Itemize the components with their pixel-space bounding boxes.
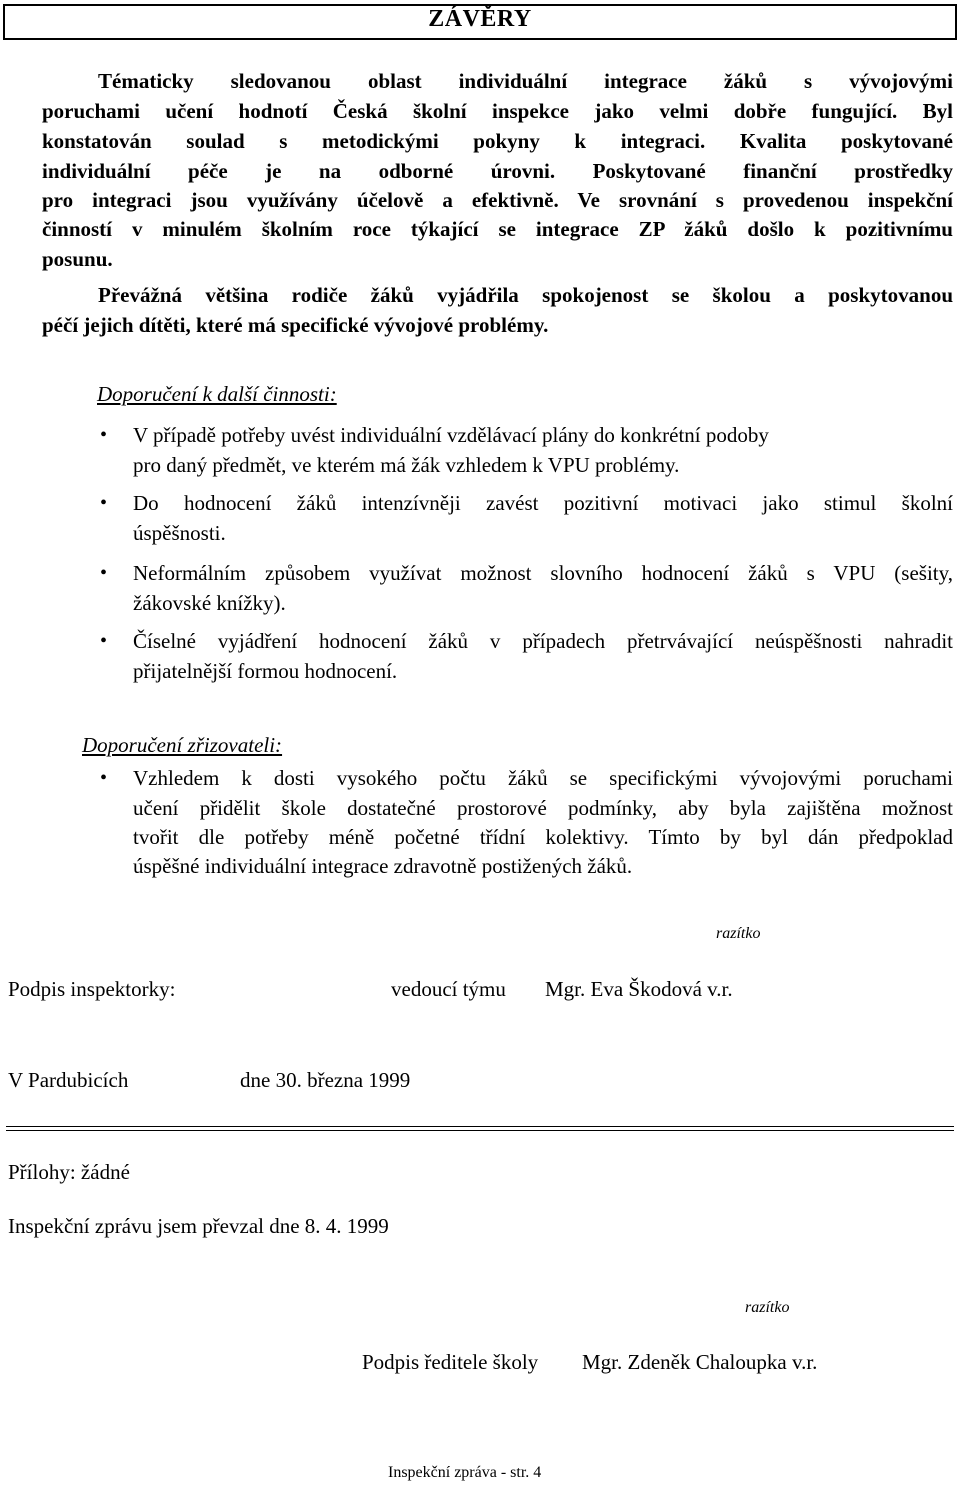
bullet-icon: • bbox=[100, 562, 108, 584]
founder-heading: Doporučení zřizovateli: bbox=[82, 733, 283, 757]
inspector-role: vedoucí týmu bbox=[391, 977, 506, 1001]
director-signature-label: Podpis ředitele školy bbox=[362, 1350, 539, 1374]
page-footer: Inspekční zpráva - str. 4 bbox=[388, 1464, 542, 1481]
recommendation-line: úspěšnosti. bbox=[133, 521, 226, 545]
recommendation-line: pro daný předmět, ve kterém má žák vzhledem k VPU problémy. bbox=[133, 453, 680, 477]
conclusion-line: konstatován soulad s metodickými pokyny k integraci. Kvalita poskytované bbox=[42, 129, 953, 153]
conclusion-line: posunu. bbox=[42, 247, 113, 271]
bullet-icon: • bbox=[100, 424, 108, 446]
divider bbox=[6, 1130, 954, 1131]
page-title: ZÁVĚRY bbox=[428, 6, 532, 32]
bullet-icon: • bbox=[100, 767, 108, 789]
stamp-label: razítko bbox=[745, 1299, 790, 1316]
bullet-icon: • bbox=[100, 630, 108, 652]
conclusion-line: činností v minulém školním roce týkající se integrace ZP žáků došlo k pozitivnímu bbox=[42, 217, 953, 241]
conclusion-line: individuální péče je na odborné úrovni. Poskytované finanční prostředky bbox=[42, 159, 953, 183]
bullet-icon: • bbox=[100, 492, 108, 514]
inspector-name: Mgr. Eva Škodová v.r. bbox=[545, 977, 733, 1001]
inspector-signature-label: Podpis inspektorky: bbox=[8, 977, 176, 1001]
recommendation-line: přijatelnější formou hodnocení. bbox=[133, 659, 398, 683]
director-name: Mgr. Zdeněk Chaloupka v.r. bbox=[582, 1350, 818, 1374]
recommendations-heading: Doporučení k další činnosti: bbox=[97, 382, 337, 406]
recommendation-line: Neformálním způsobem využívat možnost slovního hodnocení žáků s VPU (sešity, bbox=[133, 561, 953, 585]
recommendation-line: V případě potřeby uvést individuální vzdělávací plány do konkrétní podoby bbox=[133, 423, 769, 447]
place: V Pardubicích bbox=[8, 1068, 129, 1092]
date: dne 30. března 1999 bbox=[240, 1068, 411, 1092]
recommendation-line: žákovské knížky). bbox=[133, 591, 286, 615]
attachments: Přílohy: žádné bbox=[8, 1160, 130, 1184]
divider bbox=[6, 1126, 954, 1127]
conclusion-line: Tématicky sledovanou oblast individuální integrace žáků s vývojovými bbox=[98, 69, 953, 93]
founder-line: Vzhledem k dosti vysokého počtu žáků se specifickými vývojovými poruchami bbox=[133, 766, 953, 790]
report-received: Inspekční zprávu jsem převzal dne 8. 4. 1999 bbox=[8, 1214, 389, 1238]
conclusion-line: poruchami učení hodnotí Česká školní inspekce jako velmi dobře fungující. Byl bbox=[42, 99, 953, 123]
conclusion-line: Převážná většina rodiče žáků vyjádřila spokojenost se školou a poskytovanou bbox=[98, 283, 953, 307]
founder-line: úspěšné individuální integrace zdravotně postižených žáků. bbox=[133, 854, 633, 878]
founder-line: učení přidělit škole dostatečné prostorové podmínky, aby byla zajištěna možnost bbox=[133, 796, 953, 820]
founder-line: tvořit dle potřeby méně početné třídní kolektivy. Tímto by byl dán předpoklad bbox=[133, 825, 953, 849]
stamp-label: razítko bbox=[716, 925, 761, 942]
conclusion-line: pro integraci jsou využívány účelově a efektivně. Ve srovnání s provedenou inspekční bbox=[42, 188, 953, 212]
recommendation-line: Číselné vyjádření hodnocení žáků v případech přetrvávající neúspěšnosti nahradit bbox=[133, 629, 953, 653]
recommendation-line: Do hodnocení žáků intenzívněji zavést pozitivní motivaci jako stimul školní bbox=[133, 491, 953, 515]
conclusion-line: péčí jejich dítěti, které má specifické vývojové problémy. bbox=[42, 313, 549, 337]
